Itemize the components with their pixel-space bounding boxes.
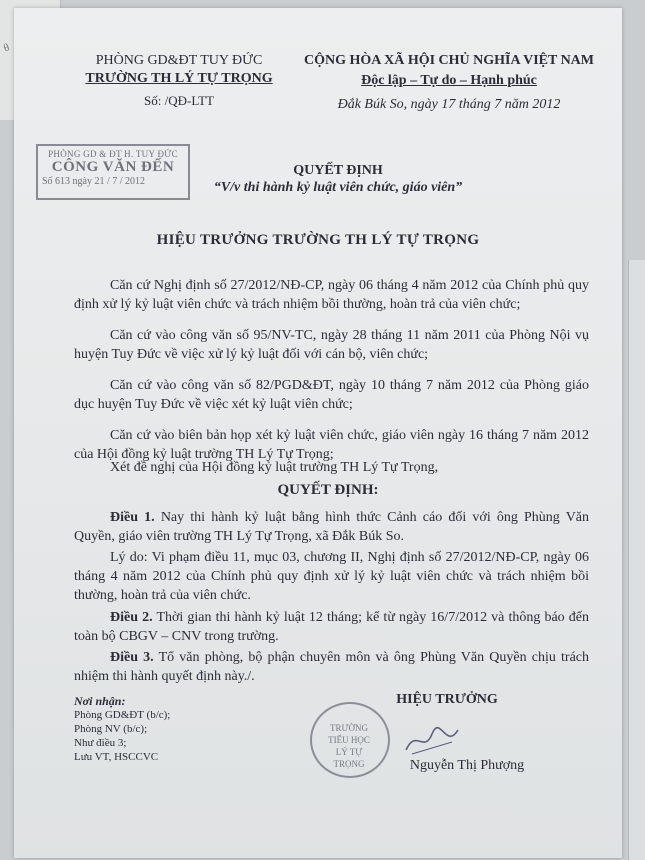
article-2-text: Thời gian thi hành kỷ luật 12 tháng; kể từ ngày 16/7/2012 và thông báo đến toàn bộ CBGV – CNV trong trường.: [74, 610, 589, 644]
article-1-reason-text: Lý do: Vi phạm điều 11, mục 03, chương II, Nghị định số 27/2012/NĐ-CP, ngày 06 tháng 4 năm 2012 của Chính phủ quy định xử lý kỷ luật viên chức và trách nhiệm bồi thường, hoàn trả của viên chức.: [74, 550, 589, 603]
article-2: [74, 608, 589, 646]
receivers-heading: Nơi nhận:: [74, 694, 126, 708]
article-3-text: Tổ văn phòng, bộ phận chuyên môn và ông Phùng Văn Quyền chịu trách nhiệm thi hành quyết định này./.: [74, 650, 590, 684]
decision-heading: QUYẾT ĐỊNH:: [277, 482, 379, 498]
decision-title-block: [14, 163, 622, 196]
article-1-reason: [74, 548, 589, 605]
stamp-line-2: CÔNG VĂN ĐẾN: [51, 159, 175, 175]
background-mark: θ: [2, 41, 12, 55]
stamp-number: Số 613 ngày 21 / 7 / 2012: [42, 176, 146, 187]
header-left: [64, 52, 294, 110]
org-line-2: TRƯỜNG TH LÝ TỰ TRỌNG: [85, 71, 273, 86]
preamble-1: Căn cứ Nghị định số 27/2012/NĐ-CP, ngày 06 tháng 4 năm 2012 của Chính phủ quy định xử lý kỷ luật viên chức và trách nhiệm bồi thường, hoàn trả của viên chức;: [74, 278, 589, 312]
article-3-label: Điều 3.: [110, 650, 154, 665]
receiver-item: Như điều 3;: [74, 737, 127, 749]
receiver-item: Phòng GD&ĐT (b/c);: [74, 709, 171, 721]
signature-title: HIỆU TRƯỞNG: [396, 692, 498, 707]
nation-line-2: Độc lập – Tự do – Hạnh phúc: [361, 73, 537, 88]
decision-title: QUYẾT ĐỊNH: [293, 163, 383, 178]
stamp-line-1: PHÒNG GD & ĐT H. TUY ĐỨC: [48, 149, 178, 159]
signature-scrawl-icon: [402, 720, 462, 760]
article-1-text: Nay thi hành kỷ luật bằng hình thức Cảnh cáo đối với ông Phùng Văn Quyền, giáo viên trường TH Lý Tự Trọng, xã Đắk Búk So.: [74, 510, 590, 544]
article-1: [74, 508, 589, 546]
nation-line-1: CỘNG HÒA XÃ HỘI CHỦ NGHĨA VIỆT NAM: [303, 53, 594, 68]
place-date: Đắk Búk So, ngày 17 tháng 7 năm 2012: [337, 97, 561, 112]
school-seal: [310, 702, 390, 778]
preamble-4: Căn cứ vào biên bản họp xét kỷ luật viên chức, giáo viên ngày 16 tháng 7 năm 2012 của Hội đồng kỷ luật trường TH Lý Tự Trọng;: [74, 428, 589, 462]
background-strip: [628, 260, 645, 860]
header-right: [284, 52, 614, 114]
decision-subject: “V/v thi hành kỷ luật viên chức, giáo viên”: [213, 180, 463, 195]
seal-text: TRƯỜNG TIỂU HỌC LÝ TỰ TRỌNG: [328, 723, 370, 769]
preamble-2: Căn cứ vào công văn số 95/NV-TC, ngày 28 tháng 11 năm 2011 của Phòng Nội vụ huyện Tuy Đức về việc xử lý kỷ luật đối với cán bộ, viên chức;: [74, 328, 589, 362]
receiver-item: Phòng NV (b/c);: [74, 723, 148, 735]
preamble-5: Xét đề nghị của Hội đồng kỷ luật trường TH Lý Tự Trọng,: [110, 460, 439, 475]
issuing-authority: HIỆU TRƯỞNG TRƯỜNG TH LÝ TỰ TRỌNG: [156, 232, 480, 248]
receiver-item: Lưu VT, HSCCVC: [74, 751, 159, 763]
article-2-label: Điều 2.: [110, 610, 153, 625]
preamble-3: Căn cứ vào công văn số 82/PGD&ĐT, ngày 10 tháng 7 năm 2012 của Phòng giáo dục huyện Tuy Đức về việc xét kỷ luật viên chức;: [74, 378, 589, 412]
doc-number: Số: /QĐ-LTT: [144, 93, 214, 108]
article-1-label: Điều 1.: [110, 510, 155, 525]
document-page: [14, 8, 622, 858]
org-line-1: PHÒNG GD&ĐT TUY ĐỨC: [95, 53, 263, 68]
signer-name: Nguyễn Thị Phượng: [409, 758, 525, 773]
receivers-block: [74, 694, 294, 764]
article-3: [74, 648, 589, 686]
